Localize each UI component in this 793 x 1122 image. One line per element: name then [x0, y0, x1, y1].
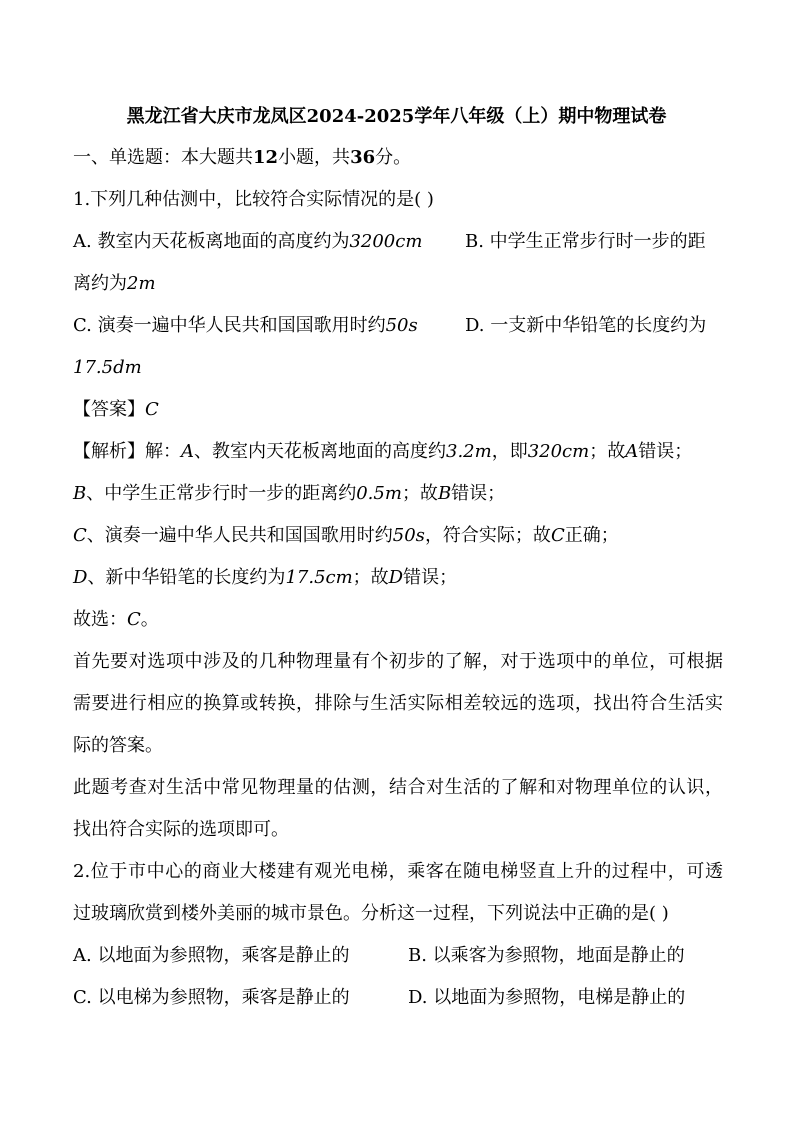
q1-option-d: D. 一支新中华铅笔的长度约为	[465, 315, 707, 336]
analysis-text: 解：	[145, 441, 181, 462]
q2-option-d: D. 以地面为参照物，电梯是静止的	[408, 987, 686, 1008]
q1-note-1-line-3: 际的答案。	[73, 735, 163, 756]
q1-option-b: B. 中学生正常步行时一步的距	[465, 231, 706, 252]
q2-option-b: B. 以乘客为参照物，地面是静止的	[408, 945, 685, 966]
q1-note-2-line-2: 找出符合实际的选项即可。	[73, 819, 289, 840]
analysis-option: C	[73, 525, 87, 546]
q1-analysis-line-2	[73, 481, 723, 507]
analysis-text: 正确；	[564, 525, 619, 546]
section-prefix: 一、单选题：本大题共	[73, 147, 253, 168]
analysis-value: 17.5cm	[285, 567, 353, 588]
choose-value: C	[127, 609, 141, 630]
q1-answer	[73, 397, 723, 423]
analysis-value: 3.2m	[446, 441, 492, 462]
analysis-text: ；故	[352, 567, 389, 588]
analysis-label: 【解析】	[73, 441, 145, 462]
q1-stem: 1.下列几种估测中，比较符合实际情况的是( )	[73, 189, 434, 210]
q1-option-d-value: 17.5dm	[73, 357, 142, 378]
analysis-option: B	[437, 483, 452, 504]
total-score: 36	[350, 147, 376, 168]
q2-option-a: A. 以地面为参照物，乘客是静止的	[73, 945, 350, 966]
q1-option-c	[73, 313, 418, 339]
analysis-text: ；故	[589, 441, 626, 462]
q1-option-a-text: A. 教室内天花板离地面的高度约为	[73, 231, 350, 252]
analysis-text: ；故	[401, 483, 438, 504]
q1-option-b-cont	[73, 271, 156, 297]
q1-analysis-line-3	[73, 523, 723, 549]
analysis-text: 、演奏一遍中华人民共和国国歌用时约	[86, 525, 393, 546]
choose-suffix: 。	[140, 609, 159, 630]
section-suffix: 分。	[375, 147, 412, 168]
q1-option-a-value: 3200cm	[349, 231, 423, 252]
page-title: 黑龙江省大庆市龙凤区2024-2025学年八年级（上）期中物理试卷	[126, 106, 667, 127]
q1-option-b-text: 离约为	[73, 273, 127, 294]
q1-option-c-text: C. 演奏一遍中华人民共和国国歌用时约	[73, 315, 386, 336]
q2-option-c: C. 以电梯为参照物，乘客是静止的	[73, 987, 350, 1008]
q1-option-c-value: 50s	[385, 315, 418, 336]
analysis-option: B	[73, 483, 87, 504]
analysis-option: A	[625, 441, 639, 462]
analysis-option: C	[550, 525, 565, 546]
q1-option-a	[73, 229, 422, 255]
q1-note-1-line-2: 需要进行相应的换算或转换，排除与生活实际相差较远的选项，找出符合生活实	[73, 693, 723, 714]
choose-label: 故选：	[73, 609, 127, 630]
section-heading	[73, 145, 723, 171]
answer-value: C	[145, 399, 159, 420]
question-count: 12	[253, 147, 279, 168]
analysis-value: 50s	[392, 525, 425, 546]
analysis-text: 、新中华铅笔的长度约为	[87, 567, 286, 588]
analysis-text: 错误；	[403, 567, 458, 588]
section-mid: 小题，共	[278, 147, 351, 168]
analysis-option: A	[181, 441, 194, 462]
analysis-value: 320cm	[527, 441, 590, 462]
q1-note-1-line-1: 首先要对选项中涉及的几种物理量有个初步的了解，对于选项中的单位，可根据	[73, 651, 723, 672]
analysis-option: D	[73, 567, 88, 588]
q2-stem-line-2: 过玻璃欣赏到楼外美丽的城市景色。分析这一过程，下列说法中正确的是( )	[73, 903, 669, 924]
analysis-option: D	[388, 567, 404, 588]
analysis-text: 错误；	[638, 441, 693, 462]
analysis-value: 0.5m	[356, 483, 402, 504]
analysis-text: 错误；	[451, 483, 506, 504]
q1-note-2-line-1: 此题考查对生活中常见物理量的估测，结合对生活的了解和对物理单位的认识，	[73, 777, 723, 798]
analysis-text: 、中学生正常步行时一步的距离约	[86, 483, 357, 504]
q1-option-b-value: 2m	[127, 273, 156, 294]
analysis-text: ，即	[491, 441, 528, 462]
q1-analysis-line-1	[73, 439, 723, 465]
analysis-text: 、教室内天花板离地面的高度约	[194, 441, 446, 462]
analysis-text: ，符合实际；故	[424, 525, 551, 546]
answer-label: 【答案】	[73, 399, 145, 420]
q2-stem-line-1: 2.位于市中心的商业大楼建有观光电梯，乘客在随电梯竖直上升的过程中，可透	[73, 861, 723, 882]
q1-choose	[73, 607, 723, 633]
q1-analysis-line-4	[73, 565, 723, 591]
